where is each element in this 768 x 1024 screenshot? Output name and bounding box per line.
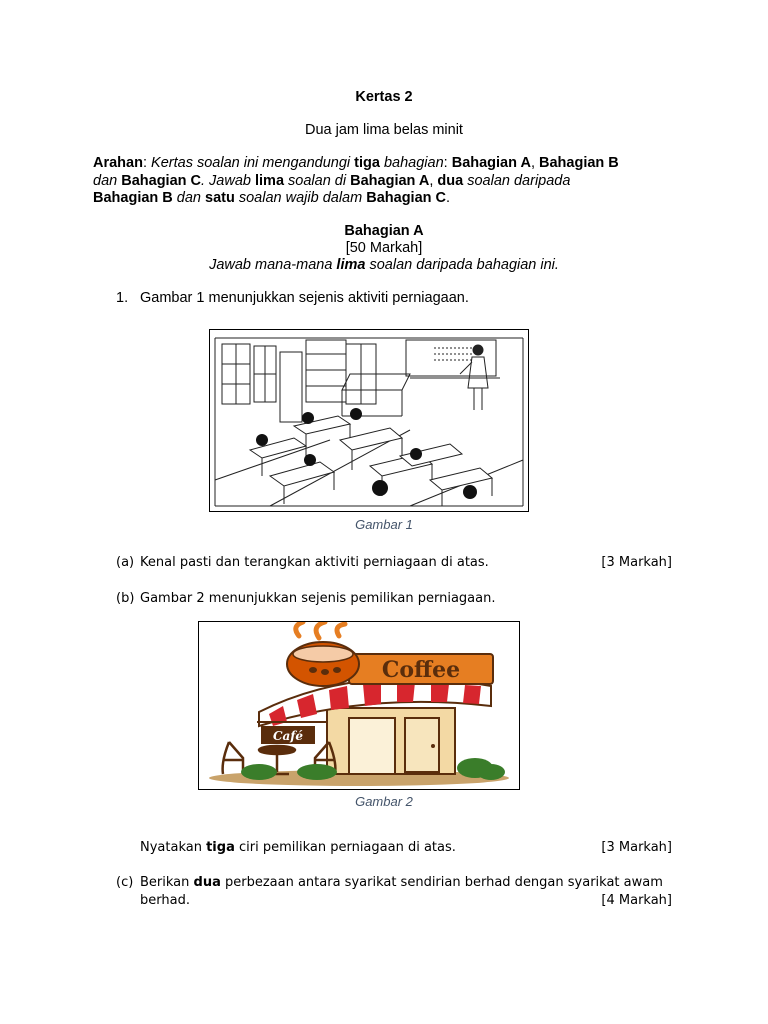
part-c-marks: [4 Markah] (601, 893, 672, 908)
exam-duration: Dua jam lima belas minit (305, 122, 463, 138)
paper-title: Kertas 2 (355, 89, 413, 105)
part-b-text: Gambar 2 menunjukkan sejenis pemilikan perniagaan. (140, 591, 496, 606)
part-a-marks: [3 Markah] (601, 555, 672, 570)
cafe-sign-text: Café (272, 729, 304, 743)
classroom-illustration (210, 330, 528, 511)
part-c-text-line-2: berhad. (140, 893, 190, 908)
coffee-sign-text: Coffee (381, 657, 461, 683)
section-a-marks: [50 Markah] (345, 240, 423, 256)
section-a-instruction: Jawab mana-mana lima soalan daripada bahagian ini. (209, 257, 559, 273)
section-a-title: Bahagian A (344, 223, 424, 239)
instructions-line-1: Arahan: Kertas soalan ini mengandungi tiga bahagian: Bahagian A, Bahagian B (93, 155, 619, 171)
question-1-number: 1. (116, 290, 129, 306)
figure-1-classroom (209, 329, 529, 512)
part-c-text: Berikan dua perbezaan antara syarikat sendirian berhad dengan syarikat awam (140, 875, 663, 890)
part-b-question: Nyatakan tiga ciri pemilikan perniagaan di atas. (140, 840, 456, 855)
instructions-label: Arahan (93, 155, 143, 171)
part-b-label: (b) (116, 591, 135, 606)
figure-2-caption: Gambar 2 (355, 794, 413, 809)
figure-2-coffee-shop (198, 621, 520, 790)
question-1-text: Gambar 1 menunjukkan sejenis aktiviti perniagaan. (140, 290, 469, 306)
part-a-text: Kenal pasti dan terangkan aktiviti perniagaan di atas. (140, 555, 489, 570)
coffee-shop-illustration (199, 622, 519, 789)
part-b-marks: [3 Markah] (601, 840, 672, 855)
part-c-label: (c) (116, 875, 134, 890)
figure-1-caption: Gambar 1 (355, 517, 413, 532)
instructions-line-2: dan Bahagian C. Jawab lima soalan di Bahagian A, dua soalan daripada (93, 173, 571, 189)
part-a-label: (a) (116, 555, 135, 570)
instructions-line-3: Bahagian B dan satu soalan wajib dalam Bahagian C. (93, 190, 451, 206)
